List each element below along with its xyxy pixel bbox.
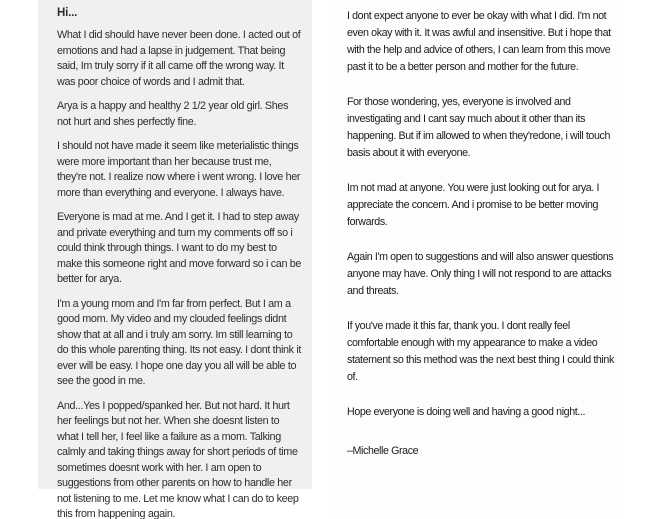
right-paragraph-4: Again I'm open to suggestions and will also answer questions anyone may have. Only thing I will not respond to are attacks and threats. <box>347 251 614 297</box>
right-paragraph-5: If you've made it this far, thank you. I dont really feel comfortable enough with my appearance to make a video statement so this method was the next best thing I could think of. <box>347 320 614 383</box>
left-paragraph-2: Arya is a happy and healthy 2 1/2 year old girl. Shes not hurt and shes perfectly fine. <box>57 100 289 128</box>
left-paragraph-3: I should not have made it seem like meterialistic things were more important than her because trust me, they're not. I realize now where i went wrong. I love her more than everything and everyone. I always have. <box>57 140 301 199</box>
left-paragraph-4: Everyone is mad at me. And I get it. I had to step away and private everything and turn my comments off so i could think through things. I want to do my best to make this someone right and move forward so i can be better for arya. <box>57 211 302 285</box>
right-note-content <box>330 0 622 460</box>
right-paragraph-6: Hope everyone is doing well and having a good night... <box>347 406 586 418</box>
right-paragraph-3: Im not mad at anyone. You were just looking out for arya. I appreciate the concern. And i promise to be better moving forwards. <box>347 182 600 228</box>
left-note-content <box>38 0 312 519</box>
right-paragraph-1: I dont expect anyone to ever be okay with what I did. I'm not even okay with it. It was awful and insensitive. But i hope that with the help and advice of others, I can learn from this move past it to be a better person and mother for the future. <box>347 10 611 73</box>
signature: –Michelle Grace <box>347 445 419 457</box>
left-paragraph-6: And...Yes I popped/spanked her. But not hard. It hurt her feelings but not her. When she doesnt listen to what I tell her, I feel like a failure as a mom. Talking calmly and taking things away for short periods of time sometimes doesnt work with her. I am open to suggestions from other parents on how to handle her not listening to me. Let me know what I can do to keep this from happening again. <box>57 399 299 519</box>
left-paragraph-5: I'm a young mom and I'm far from perfect. But I am a good mom. My video and my clouded feelings didnt show that at all and i truly am sorry. Im still learning to do this whole parenting thing. Its not easy. I dont think it ever will be easy. I hope one day you all will be able to see the good in me. <box>57 297 302 387</box>
left-paragraph-1: What I did should have never been done. I acted out of emotions and had a lapse in judgement. That being said, Im truly sorry if it all came off the wrong way. It was poor choice of words and I admit that. <box>57 29 301 88</box>
left-note-panel <box>38 0 312 519</box>
right-paragraph-2: For those wondering, yes, everyone is involved and investigating and I cant say much about it other than its happening. But if im allowed to when they'redone, i will touch basis about it with everyone. <box>347 96 611 159</box>
right-note-panel <box>330 0 622 519</box>
note-greeting: Hi... <box>57 7 78 19</box>
